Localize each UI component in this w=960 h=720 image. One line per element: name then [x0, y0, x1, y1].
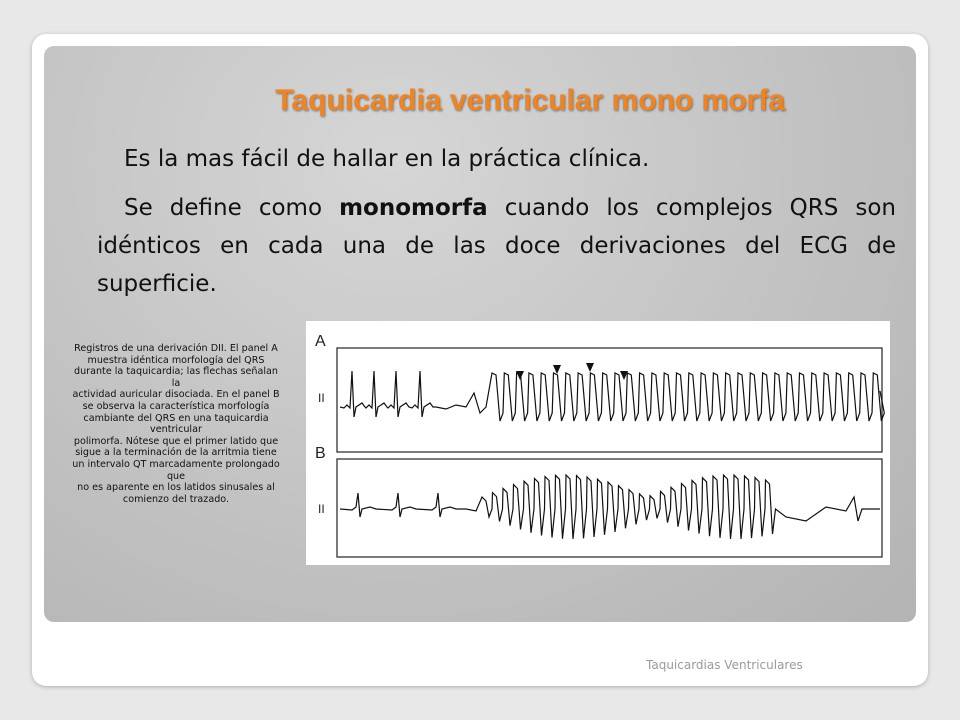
definition-text-start: Se define como [124, 195, 340, 221]
ecg-trace-panel-b [340, 475, 880, 539]
caption-line: comienzo del trazado. [122, 493, 230, 505]
ecg-figure [306, 321, 890, 565]
caption-line: se observa la característica morfología [82, 400, 270, 412]
arrow-marker-icon [586, 363, 594, 372]
caption-line: muestra idéntica morfología del QRS [87, 354, 265, 366]
caption-line: actividad auricular disociada. En el panel B [72, 389, 280, 401]
caption-line: no es aparente en los latidos sinusales al [77, 482, 275, 494]
paragraph-intro: Es la mas fácil de hallar en la práctica clínica. [124, 146, 650, 172]
caption-line: polimorfa. Nótese que el primer latido que [73, 435, 279, 447]
caption-line: cambiante del QRS en una taquicardia [83, 412, 269, 424]
panel-a-lead-label: II [318, 391, 325, 405]
arrow-marker-icon [553, 365, 561, 374]
arrow-marker-icon [516, 371, 524, 380]
figure-caption [56, 343, 296, 505]
caption-line: durante la taquicardia; las flechas señalan [73, 366, 278, 378]
caption-line: Registros de una derivación DII. El panel A [74, 343, 278, 354]
ecg-trace-panel-a [340, 371, 884, 421]
caption-line: la [171, 377, 181, 389]
panel-a-label: A [315, 333, 326, 350]
ecg-svg [306, 321, 890, 565]
panel-b-label: B [315, 445, 326, 462]
caption-line: sigue a la terminación de la arritmia tiene [75, 447, 277, 459]
caption-line: ventricular [150, 424, 202, 436]
caption-line: un intervalo QT marcadamente prolongado [72, 458, 280, 470]
footer-text: Taquicardias Ventriculares [646, 658, 803, 672]
slide-title: Taquicardia ventricular mono morfa [275, 84, 785, 117]
panel-b-lead-label: II [318, 502, 325, 516]
definition-bold-term: monomorfa [339, 195, 488, 221]
caption-line: que [166, 470, 186, 482]
definition-text-end: cuando los complejos QRS son idénticos en cada una de las doce derivaciones del ECG de superficie. [97, 195, 897, 297]
panel-b-frame [337, 459, 882, 557]
paragraph-definition [97, 189, 896, 303]
